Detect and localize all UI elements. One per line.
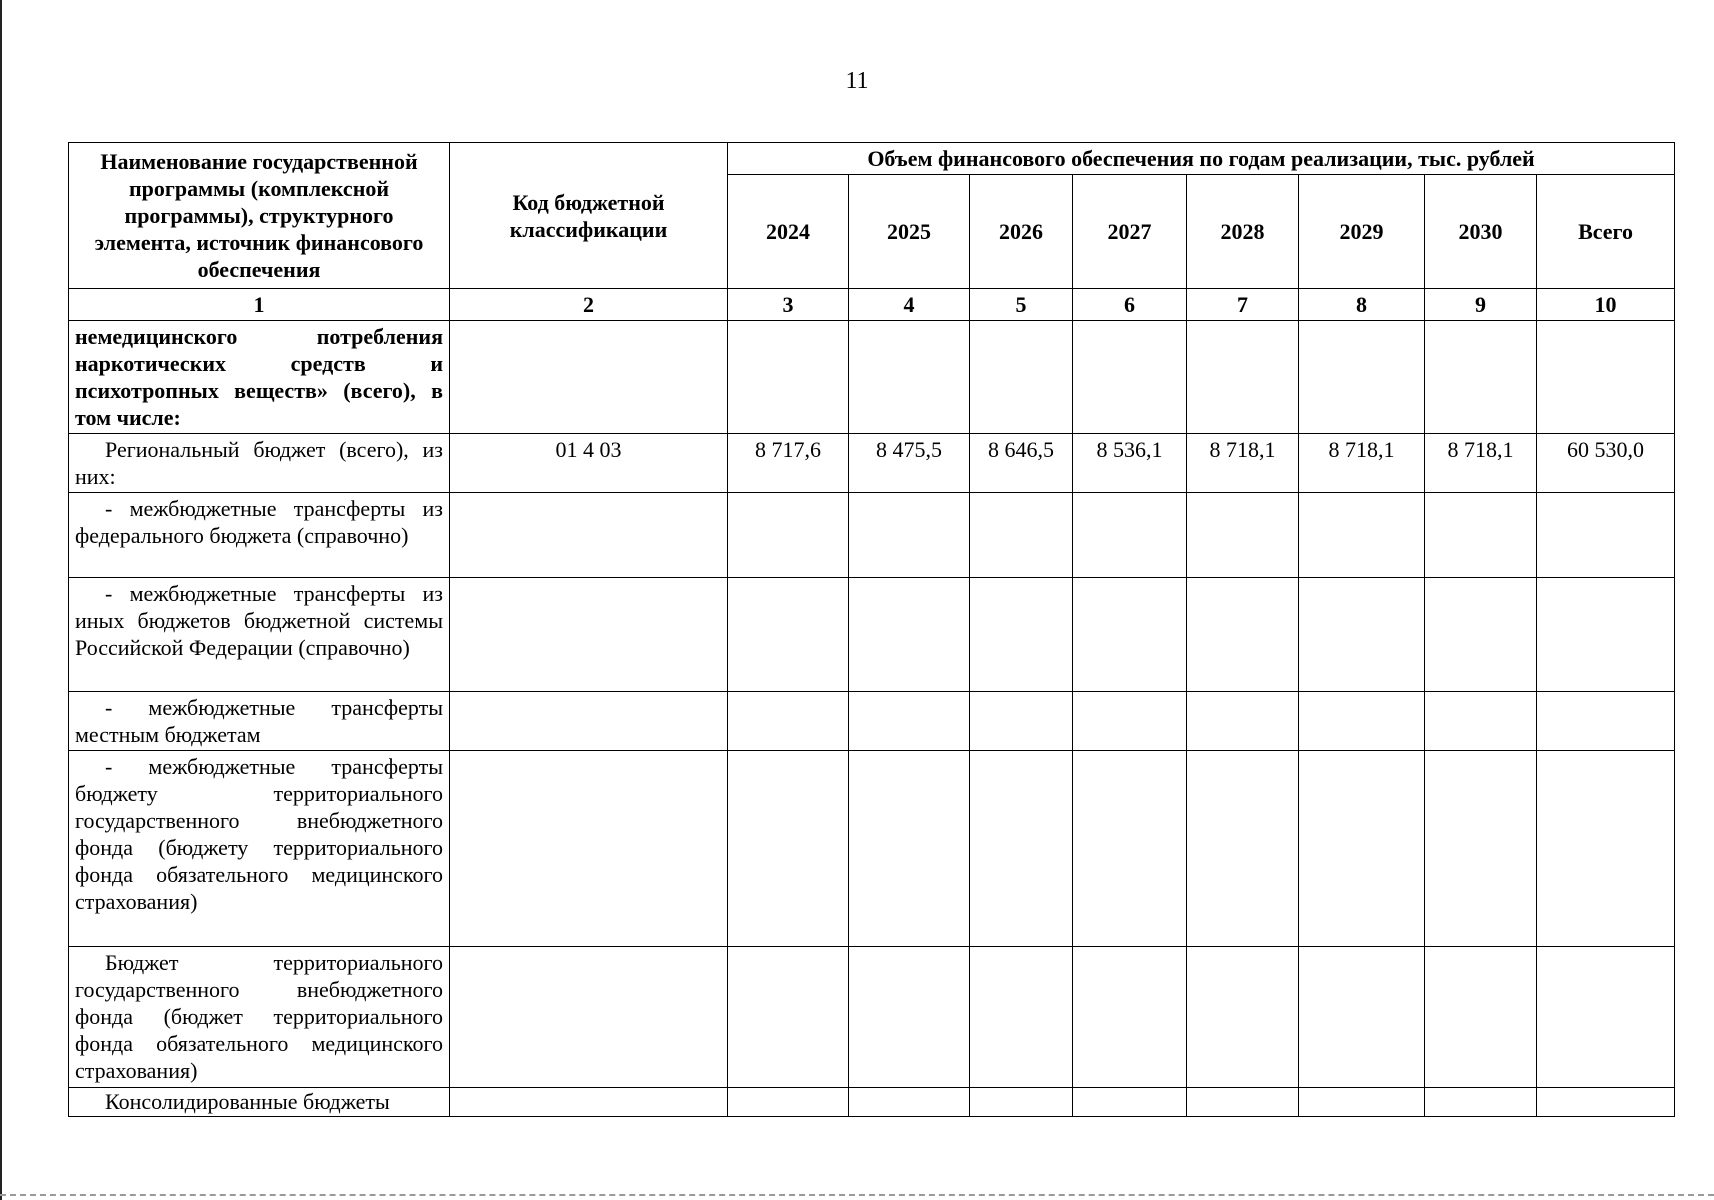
row-name: Региональный бюджет (всего), из них: xyxy=(69,434,450,493)
value-cell xyxy=(849,493,970,578)
row-name: Консолидированные бюджеты xyxy=(69,1088,450,1117)
table-row xyxy=(69,692,1675,751)
value-cell xyxy=(1425,493,1537,578)
value-cell xyxy=(1537,578,1675,692)
value-cell: 8 718,1 xyxy=(1187,434,1299,493)
code-column-header: Код бюджетной классификации xyxy=(450,143,728,289)
table-row xyxy=(69,947,1675,1088)
value-cell xyxy=(1073,321,1187,434)
table-row xyxy=(69,493,1675,578)
year-header-2025: 2025 xyxy=(849,175,970,289)
value-cell xyxy=(1073,947,1187,1088)
table-row xyxy=(69,751,1675,947)
column-number: 8 xyxy=(1299,289,1425,321)
value-cell xyxy=(1299,578,1425,692)
value-cell xyxy=(1425,751,1537,947)
value-cell xyxy=(1187,1088,1299,1117)
value-cell xyxy=(728,493,849,578)
year-header-2026: 2026 xyxy=(970,175,1073,289)
value-cell xyxy=(1425,947,1537,1088)
value-cell xyxy=(1537,692,1675,751)
column-number: 3 xyxy=(728,289,849,321)
row-code xyxy=(450,493,728,578)
value-cell xyxy=(1299,692,1425,751)
value-cell xyxy=(1537,1088,1675,1117)
value-cell xyxy=(728,692,849,751)
value-cell xyxy=(1187,578,1299,692)
row-name: - межбюджетные трансферты из федерального бюджета (справочно) xyxy=(69,493,450,578)
scan-edge-left xyxy=(0,0,2,1200)
row-code xyxy=(450,947,728,1088)
scan-edge-bottom xyxy=(0,1194,1714,1198)
column-number: 10 xyxy=(1537,289,1675,321)
value-cell xyxy=(1187,321,1299,434)
value-cell: 8 717,6 xyxy=(728,434,849,493)
year-header-2024: 2024 xyxy=(728,175,849,289)
row-code xyxy=(450,751,728,947)
column-number: 4 xyxy=(849,289,970,321)
table-row xyxy=(69,578,1675,692)
value-cell xyxy=(728,947,849,1088)
value-cell xyxy=(1187,947,1299,1088)
value-cell xyxy=(1537,947,1675,1088)
value-cell xyxy=(970,751,1073,947)
value-cell xyxy=(849,947,970,1088)
column-number: 1 xyxy=(69,289,450,321)
row-name: немедицинского потребления наркотических средств и психотропных веществ» (всего), в том числе: xyxy=(69,321,450,434)
value-cell xyxy=(1299,1088,1425,1117)
column-number: 2 xyxy=(450,289,728,321)
row-code: 01 4 03 xyxy=(450,434,728,493)
value-cell xyxy=(849,578,970,692)
row-name: - межбюджетные трансферты из иных бюджетов бюджетной системы Российской Федерации (справочно) xyxy=(69,578,450,692)
header-row-1 xyxy=(69,143,1675,175)
row-code xyxy=(450,692,728,751)
column-number: 5 xyxy=(970,289,1073,321)
value-cell: 8 718,1 xyxy=(1299,434,1425,493)
value-cell xyxy=(849,751,970,947)
value-cell xyxy=(1299,947,1425,1088)
value-cell xyxy=(1537,321,1675,434)
row-code xyxy=(450,578,728,692)
volume-group-header: Объем финансового обеспечения по годам реализации, тыс. рублей xyxy=(728,143,1675,175)
value-cell xyxy=(849,692,970,751)
value-cell xyxy=(1073,751,1187,947)
value-cell xyxy=(1187,692,1299,751)
row-name: Бюджет территориального государственного внебюджетного фонда (бюджет территориального фонда обязательного медицинского страхования) xyxy=(69,947,450,1088)
value-cell xyxy=(849,321,970,434)
value-cell xyxy=(970,578,1073,692)
value-cell xyxy=(970,493,1073,578)
table-row xyxy=(69,321,1675,434)
value-cell xyxy=(1425,692,1537,751)
name-column-header: Наименование государственной программы (комплексной программы), структурного элемента, источник финансового обеспечения xyxy=(69,143,450,289)
value-cell xyxy=(728,578,849,692)
value-cell xyxy=(970,947,1073,1088)
value-cell xyxy=(1073,692,1187,751)
row-code xyxy=(450,1088,728,1117)
column-number: 6 xyxy=(1073,289,1187,321)
value-cell xyxy=(970,1088,1073,1117)
value-cell xyxy=(1299,321,1425,434)
table-row xyxy=(69,434,1675,493)
column-number: 9 xyxy=(1425,289,1537,321)
value-cell xyxy=(728,1088,849,1117)
value-cell xyxy=(1425,321,1537,434)
value-cell xyxy=(1187,751,1299,947)
value-cell xyxy=(1425,578,1537,692)
budget-table xyxy=(68,142,1675,1117)
value-cell: 8 536,1 xyxy=(1073,434,1187,493)
year-header-2029: 2029 xyxy=(1299,175,1425,289)
value-cell: 60 530,0 xyxy=(1537,434,1675,493)
value-cell: 8 718,1 xyxy=(1425,434,1537,493)
row-name: - межбюджетные трансферты местным бюджетам xyxy=(69,692,450,751)
value-cell xyxy=(1073,493,1187,578)
value-cell xyxy=(728,321,849,434)
column-numbers-row xyxy=(69,289,1675,321)
value-cell xyxy=(1073,1088,1187,1117)
page-number: 11 xyxy=(845,68,869,94)
year-header-2028: 2028 xyxy=(1187,175,1299,289)
value-cell xyxy=(1187,493,1299,578)
total-header: Всего xyxy=(1537,175,1675,289)
year-header-2027: 2027 xyxy=(1073,175,1187,289)
value-cell xyxy=(1073,578,1187,692)
table-row xyxy=(69,1088,1675,1117)
value-cell xyxy=(1299,493,1425,578)
value-cell xyxy=(970,321,1073,434)
value-cell xyxy=(849,1088,970,1117)
value-cell xyxy=(1537,493,1675,578)
value-cell xyxy=(1537,751,1675,947)
year-header-2030: 2030 xyxy=(1425,175,1537,289)
value-cell xyxy=(728,751,849,947)
value-cell: 8 475,5 xyxy=(849,434,970,493)
column-number: 7 xyxy=(1187,289,1299,321)
value-cell: 8 646,5 xyxy=(970,434,1073,493)
value-cell xyxy=(970,692,1073,751)
row-code xyxy=(450,321,728,434)
value-cell xyxy=(1299,751,1425,947)
row-name: - межбюджетные трансферты бюджету территориального государственного внебюджетного фонда (бюджету территориального фонда обязательного медицинского страхования) xyxy=(69,751,450,947)
value-cell xyxy=(1425,1088,1537,1117)
